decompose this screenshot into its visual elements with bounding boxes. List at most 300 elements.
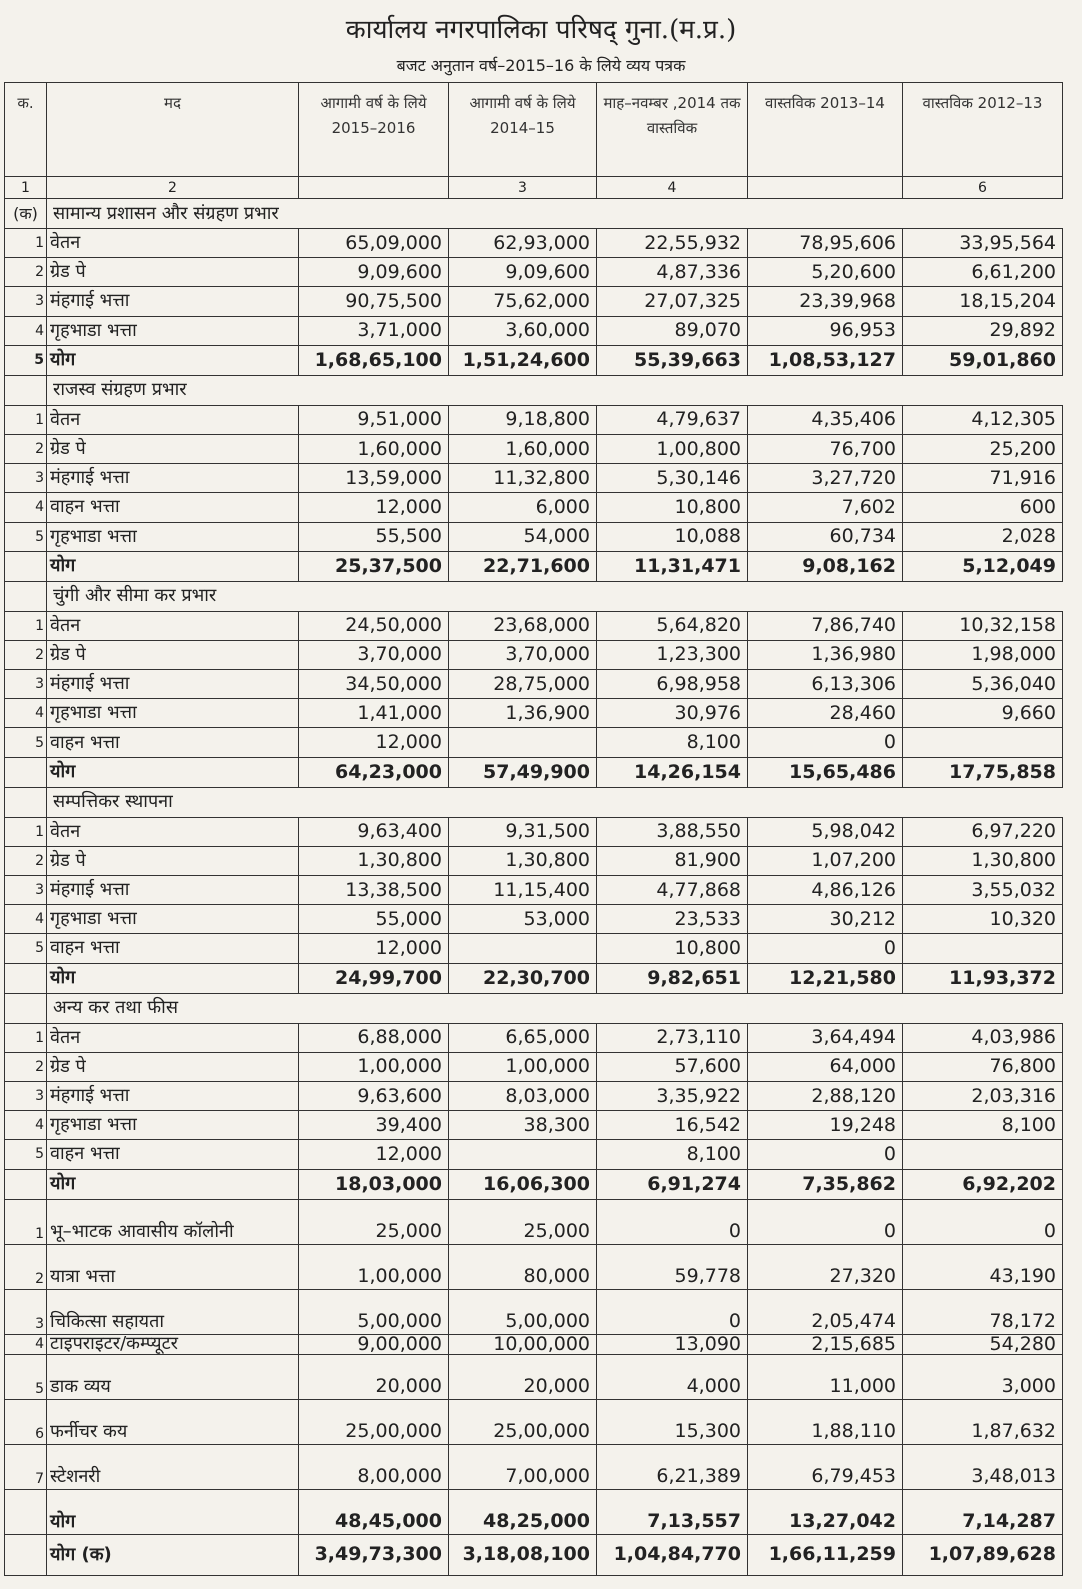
amount-cell: 5,36,040 [903,670,1063,699]
amount-cell [903,934,1063,963]
grand-total-row [5,1534,1063,1575]
total-row [5,551,1063,581]
amount-cell: 59,778 [597,1244,748,1289]
amount-cell: 9,18,800 [449,405,597,434]
section-code [5,993,47,1023]
amount-cell: 0 [748,934,903,963]
amount-cell: 9,31,500 [449,817,597,846]
table-row [5,876,1063,905]
row-item-label: योग [47,1489,299,1534]
amount-cell: 78,172 [903,1289,1063,1334]
row-number: 3 [5,876,47,905]
row-number: 1 [5,611,47,640]
amount-cell: 1,30,800 [903,846,1063,875]
table-row [5,258,1063,287]
amount-cell: 2,88,120 [748,1081,903,1110]
section-code [5,375,47,405]
table-row [5,699,1063,728]
amount-cell: 71,916 [903,464,1063,493]
col-header-2015-16: आगामी वर्ष के लिये 2015–2016 [299,83,449,177]
amount-cell: 9,82,651 [597,963,748,993]
amount-cell: 4,12,305 [903,405,1063,434]
amount-cell: 4,35,406 [748,405,903,434]
row-item-label: चिकित्सा सहायता [47,1289,299,1334]
amount-cell: 30,212 [748,905,903,934]
amount-cell: 81,900 [597,846,748,875]
amount-cell: 55,000 [299,905,449,934]
amount-cell: 23,39,968 [748,287,903,316]
row-number: 4 [5,1111,47,1140]
amount-cell: 7,602 [748,493,903,522]
amount-cell: 3,000 [903,1354,1063,1399]
amount-cell: 4,77,868 [597,876,748,905]
table-row [5,1289,1063,1334]
table-row [5,1399,1063,1444]
amount-cell: 0 [748,728,903,757]
row-number: 5 [5,728,47,757]
row-number: 7 [5,1444,47,1489]
amount-cell: 10,00,000 [449,1334,597,1354]
table-row [5,1052,1063,1081]
amount-cell: 10,800 [597,493,748,522]
table-row [5,1140,1063,1169]
row-item-label: मंहगाई भत्ता [47,670,299,699]
amount-cell: 12,000 [299,934,449,963]
amount-cell: 0 [748,1140,903,1169]
amount-cell: 13,27,042 [748,1489,903,1534]
amount-cell: 48,25,000 [449,1489,597,1534]
amount-cell: 5,64,820 [597,611,748,640]
section-title: चुंगी और सीमा कर प्रभार [47,581,1063,611]
amount-cell: 13,38,500 [299,876,449,905]
amount-cell: 80,000 [449,1244,597,1289]
row-item-label: टाइपराइटर/कम्प्यूटर [47,1334,299,1354]
amount-cell: 11,93,372 [903,963,1063,993]
amount-cell: 30,976 [597,699,748,728]
amount-cell: 25,37,500 [299,551,449,581]
table-row [5,670,1063,699]
amount-cell: 6,65,000 [449,1023,597,1052]
column-number: 3 [449,177,597,199]
row-item-label: वेतन [47,1023,299,1052]
amount-cell: 9,63,600 [299,1081,449,1110]
row-item-label: गृहभाडा भत्ता [47,905,299,934]
amount-cell: 64,000 [748,1052,903,1081]
amount-cell: 9,09,600 [449,258,597,287]
row-item-label: योग [47,551,299,581]
column-number: 2 [47,177,299,199]
amount-cell: 23,68,000 [449,611,597,640]
row-number: 1 [5,817,47,846]
row-number: 5 [5,1354,47,1399]
table-row [5,1199,1063,1244]
row-number [5,963,47,993]
total-row [5,1169,1063,1199]
amount-cell: 3,60,000 [449,316,597,345]
row-number [5,551,47,581]
row-number: 4 [5,905,47,934]
section-title: सामान्य प्रशासन और संग्रहण प्रभार [47,199,1063,229]
row-item-label: मंहगाई भत्ता [47,876,299,905]
row-number: 1 [5,1023,47,1052]
table-row [5,1023,1063,1052]
budget-table [4,82,1063,1576]
amount-cell: 12,21,580 [748,963,903,993]
table-row [5,287,1063,316]
row-item-label: यात्रा भत्ता [47,1244,299,1289]
amount-cell: 1,00,000 [299,1052,449,1081]
column-number [748,177,903,199]
amount-cell: 9,08,162 [748,551,903,581]
amount-cell: 1,30,800 [299,846,449,875]
amount-cell: 25,00,000 [299,1399,449,1444]
amount-cell: 24,99,700 [299,963,449,993]
amount-cell: 13,59,000 [299,464,449,493]
amount-cell: 8,100 [597,1140,748,1169]
row-number [5,757,47,787]
row-number: 2 [5,1244,47,1289]
amount-cell: 3,35,922 [597,1081,748,1110]
amount-cell: 5,12,049 [903,551,1063,581]
row-item-label: ग्रेड पे [47,640,299,669]
amount-cell: 57,49,900 [449,757,597,787]
amount-cell: 13,090 [597,1334,748,1354]
row-item-label: वेतन [47,229,299,258]
amount-cell: 11,32,800 [449,464,597,493]
amount-cell: 5,30,146 [597,464,748,493]
amount-cell: 1,87,632 [903,1399,1063,1444]
amount-cell: 76,800 [903,1052,1063,1081]
section-heading-row [5,375,1063,405]
total-row [5,757,1063,787]
section-heading-row [5,199,1063,229]
table-row [5,611,1063,640]
amount-cell: 1,08,53,127 [748,345,903,375]
row-number: 5 [5,345,47,375]
amount-cell: 7,00,000 [449,1444,597,1489]
row-number: 5 [5,1140,47,1169]
amount-cell: 6,000 [449,493,597,522]
amount-cell: 14,26,154 [597,757,748,787]
amount-cell: 12,000 [299,728,449,757]
row-number: 6 [5,1399,47,1444]
amount-cell: 59,01,860 [903,345,1063,375]
amount-cell: 16,542 [597,1111,748,1140]
amount-cell: 43,190 [903,1244,1063,1289]
amount-cell: 10,800 [597,934,748,963]
table-row [5,1244,1063,1289]
row-number: 4 [5,316,47,345]
amount-cell: 2,15,685 [748,1334,903,1354]
amount-cell: 18,03,000 [299,1169,449,1199]
amount-cell: 3,88,550 [597,817,748,846]
row-item-label: वाहन भत्ता [47,728,299,757]
section-heading-row [5,993,1063,1023]
amount-cell: 27,07,325 [597,287,748,316]
amount-cell: 3,55,032 [903,876,1063,905]
row-number: 1 [5,405,47,434]
total-row [5,1489,1063,1534]
row-item-label: वेतन [47,817,299,846]
section-title: राजस्व संग्रहण प्रभार [47,375,1063,405]
row-number: 4 [5,1334,47,1354]
row-item-label: योग [47,757,299,787]
table-row [5,1444,1063,1489]
row-item-label: वेतन [47,611,299,640]
amount-cell: 9,51,000 [299,405,449,434]
row-item-label: गृहभाडा भत्ता [47,522,299,551]
amount-cell: 4,79,637 [597,405,748,434]
amount-cell: 6,21,389 [597,1444,748,1489]
table-row [5,817,1063,846]
table-row [5,493,1063,522]
amount-cell: 1,00,800 [597,434,748,463]
row-number [5,1169,47,1199]
grand-total-amount: 3,49,73,300 [299,1534,449,1575]
amount-cell: 3,27,720 [748,464,903,493]
amount-cell: 4,87,336 [597,258,748,287]
amount-cell: 28,460 [748,699,903,728]
row-number: 1 [5,229,47,258]
amount-cell: 1,00,000 [449,1052,597,1081]
row-item-label: योग [47,1169,299,1199]
row-number: 3 [5,464,47,493]
amount-cell: 4,000 [597,1354,748,1399]
row-item-label: ग्रेड पे [47,1052,299,1081]
row-number: 1 [5,1199,47,1244]
row-number: 4 [5,493,47,522]
amount-cell: 76,700 [748,434,903,463]
amount-cell: 27,320 [748,1244,903,1289]
amount-cell: 65,09,000 [299,229,449,258]
row-item-label: डाक व्यय [47,1354,299,1399]
row-number: 2 [5,1052,47,1081]
amount-cell: 9,00,000 [299,1334,449,1354]
amount-cell: 11,000 [748,1354,903,1399]
amount-cell: 5,20,600 [748,258,903,287]
amount-cell: 54,280 [903,1334,1063,1354]
col-header-sno: क. [5,83,47,177]
amount-cell: 19,248 [748,1111,903,1140]
amount-cell: 1,36,900 [449,699,597,728]
row-number: 3 [5,287,47,316]
total-row [5,345,1063,375]
row-number: 4 [5,699,47,728]
amount-cell: 2,05,474 [748,1289,903,1334]
amount-cell: 3,70,000 [449,640,597,669]
row-number: 5 [5,522,47,551]
amount-cell: 6,97,220 [903,817,1063,846]
row-item-label: वाहन भत्ता [47,934,299,963]
amount-cell: 28,75,000 [449,670,597,699]
amount-cell: 1,41,000 [299,699,449,728]
row-item-label: मंहगाई भत्ता [47,464,299,493]
amount-cell: 25,000 [299,1199,449,1244]
grand-total-amount: 3,18,08,100 [449,1534,597,1575]
row-number: 2 [5,640,47,669]
amount-cell: 1,98,000 [903,640,1063,669]
col-header-nov-2014: माह–नवम्बर ,2014 तक वास्तविक [597,83,748,177]
amount-cell: 25,000 [449,1199,597,1244]
amount-cell: 1,51,24,600 [449,345,597,375]
amount-cell: 9,660 [903,699,1063,728]
amount-cell: 60,734 [748,522,903,551]
column-number: 1 [5,177,47,199]
amount-cell: 8,03,000 [449,1081,597,1110]
amount-cell: 0 [597,1289,748,1334]
amount-cell [449,1140,597,1169]
table-row [5,846,1063,875]
section-heading-row [5,581,1063,611]
row-item-label: फर्नीचर कय [47,1399,299,1444]
row-number: 2 [5,434,47,463]
amount-cell: 78,95,606 [748,229,903,258]
table-row [5,316,1063,345]
column-number: 4 [597,177,748,199]
amount-cell: 11,31,471 [597,551,748,581]
amount-cell: 53,000 [449,905,597,934]
row-number: 5 [5,934,47,963]
amount-cell: 48,45,000 [299,1489,449,1534]
amount-cell: 2,73,110 [597,1023,748,1052]
grand-total-amount: 1,66,11,259 [748,1534,903,1575]
row-number: 2 [5,846,47,875]
grand-total-label: योग (क) [47,1534,299,1575]
row-item-label: ग्रेड पे [47,846,299,875]
section-code [5,581,47,611]
amount-cell: 54,000 [449,522,597,551]
section-code [5,787,47,817]
table-row [5,905,1063,934]
col-header-2014-15: आगामी वर्ष के लिये 2014–15 [449,83,597,177]
amount-cell: 8,100 [597,728,748,757]
row-number: 3 [5,1289,47,1334]
amount-cell: 1,88,110 [748,1399,903,1444]
table-row [5,1081,1063,1110]
col-header-2013-14: वास्तविक 2013–14 [748,83,903,177]
table-row [5,464,1063,493]
section-code: (क) [5,199,47,229]
amount-cell: 20,000 [449,1354,597,1399]
table-row [5,640,1063,669]
amount-cell: 7,86,740 [748,611,903,640]
row-item-label: ग्रेड पे [47,258,299,287]
amount-cell: 64,23,000 [299,757,449,787]
amount-cell: 22,71,600 [449,551,597,581]
row-item-label: गृहभाडा भत्ता [47,699,299,728]
amount-cell: 3,70,000 [299,640,449,669]
column-number [299,177,449,199]
grand-total-amount: 1,04,84,770 [597,1534,748,1575]
amount-cell: 3,71,000 [299,316,449,345]
amount-cell: 9,09,600 [299,258,449,287]
amount-cell: 10,088 [597,522,748,551]
amount-cell: 8,100 [903,1111,1063,1140]
page-title: कार्यालय नगरपालिका परिषद् गुना.(म.प्र.) [345,15,737,45]
amount-cell: 7,14,287 [903,1489,1063,1534]
column-number: 6 [903,177,1063,199]
amount-cell: 25,200 [903,434,1063,463]
row-item-label: मंहगाई भत्ता [47,287,299,316]
amount-cell: 4,86,126 [748,876,903,905]
amount-cell: 10,32,158 [903,611,1063,640]
amount-cell: 3,64,494 [748,1023,903,1052]
amount-cell: 15,300 [597,1399,748,1444]
amount-cell: 55,500 [299,522,449,551]
page-subtitle: बजट अनुतान वर्ष–2015–16 के लिये व्यय पत्रक [396,56,686,75]
amount-cell: 1,68,65,100 [299,345,449,375]
amount-cell: 96,953 [748,316,903,345]
row-number [5,1489,47,1534]
table-row [5,229,1063,258]
row-item-label: वेतन [47,405,299,434]
table-row [5,434,1063,463]
amount-cell: 2,028 [903,522,1063,551]
amount-cell: 1,30,800 [449,846,597,875]
section-heading-row [5,787,1063,817]
table-body [5,199,1063,1576]
amount-cell: 12,000 [299,1140,449,1169]
amount-cell: 55,39,663 [597,345,748,375]
amount-cell: 7,35,862 [748,1169,903,1199]
table-row [5,405,1063,434]
amount-cell: 0 [748,1199,903,1244]
amount-cell: 23,533 [597,905,748,934]
section-title: अन्य कर तथा फीस [47,993,1063,1023]
table-row [5,728,1063,757]
amount-cell: 10,320 [903,905,1063,934]
amount-cell: 22,55,932 [597,229,748,258]
row-item-label: ग्रेड पे [47,434,299,463]
amount-cell: 89,070 [597,316,748,345]
amount-cell: 5,00,000 [449,1289,597,1334]
row-number: 2 [5,258,47,287]
amount-cell: 1,60,000 [449,434,597,463]
table-row [5,934,1063,963]
amount-cell: 16,06,300 [449,1169,597,1199]
amount-cell: 5,00,000 [299,1289,449,1334]
row-item-label: योग [47,345,299,375]
row-item-label: योग [47,963,299,993]
amount-cell: 1,00,000 [299,1244,449,1289]
amount-cell: 90,75,500 [299,287,449,316]
row-item-label: गृहभाडा भत्ता [47,1111,299,1140]
amount-cell: 0 [903,1199,1063,1244]
amount-cell: 1,23,300 [597,640,748,669]
amount-cell: 6,91,274 [597,1169,748,1199]
amount-cell: 17,75,858 [903,757,1063,787]
amount-cell [449,728,597,757]
amount-cell [903,1140,1063,1169]
amount-cell: 33,95,564 [903,229,1063,258]
amount-cell [903,728,1063,757]
amount-cell: 6,79,453 [748,1444,903,1489]
total-row [5,963,1063,993]
amount-cell: 57,600 [597,1052,748,1081]
amount-cell: 0 [597,1199,748,1244]
amount-cell: 6,88,000 [299,1023,449,1052]
amount-cell: 29,892 [903,316,1063,345]
row-item-label: मंहगाई भत्ता [47,1081,299,1110]
section-title: सम्पत्तिकर स्थापना [47,787,1063,817]
row-item-label: वाहन भत्ता [47,493,299,522]
amount-cell: 3,48,013 [903,1444,1063,1489]
amount-cell: 22,30,700 [449,963,597,993]
amount-cell: 62,93,000 [449,229,597,258]
amount-cell: 39,400 [299,1111,449,1140]
row-number: 3 [5,670,47,699]
table-row [5,1354,1063,1399]
